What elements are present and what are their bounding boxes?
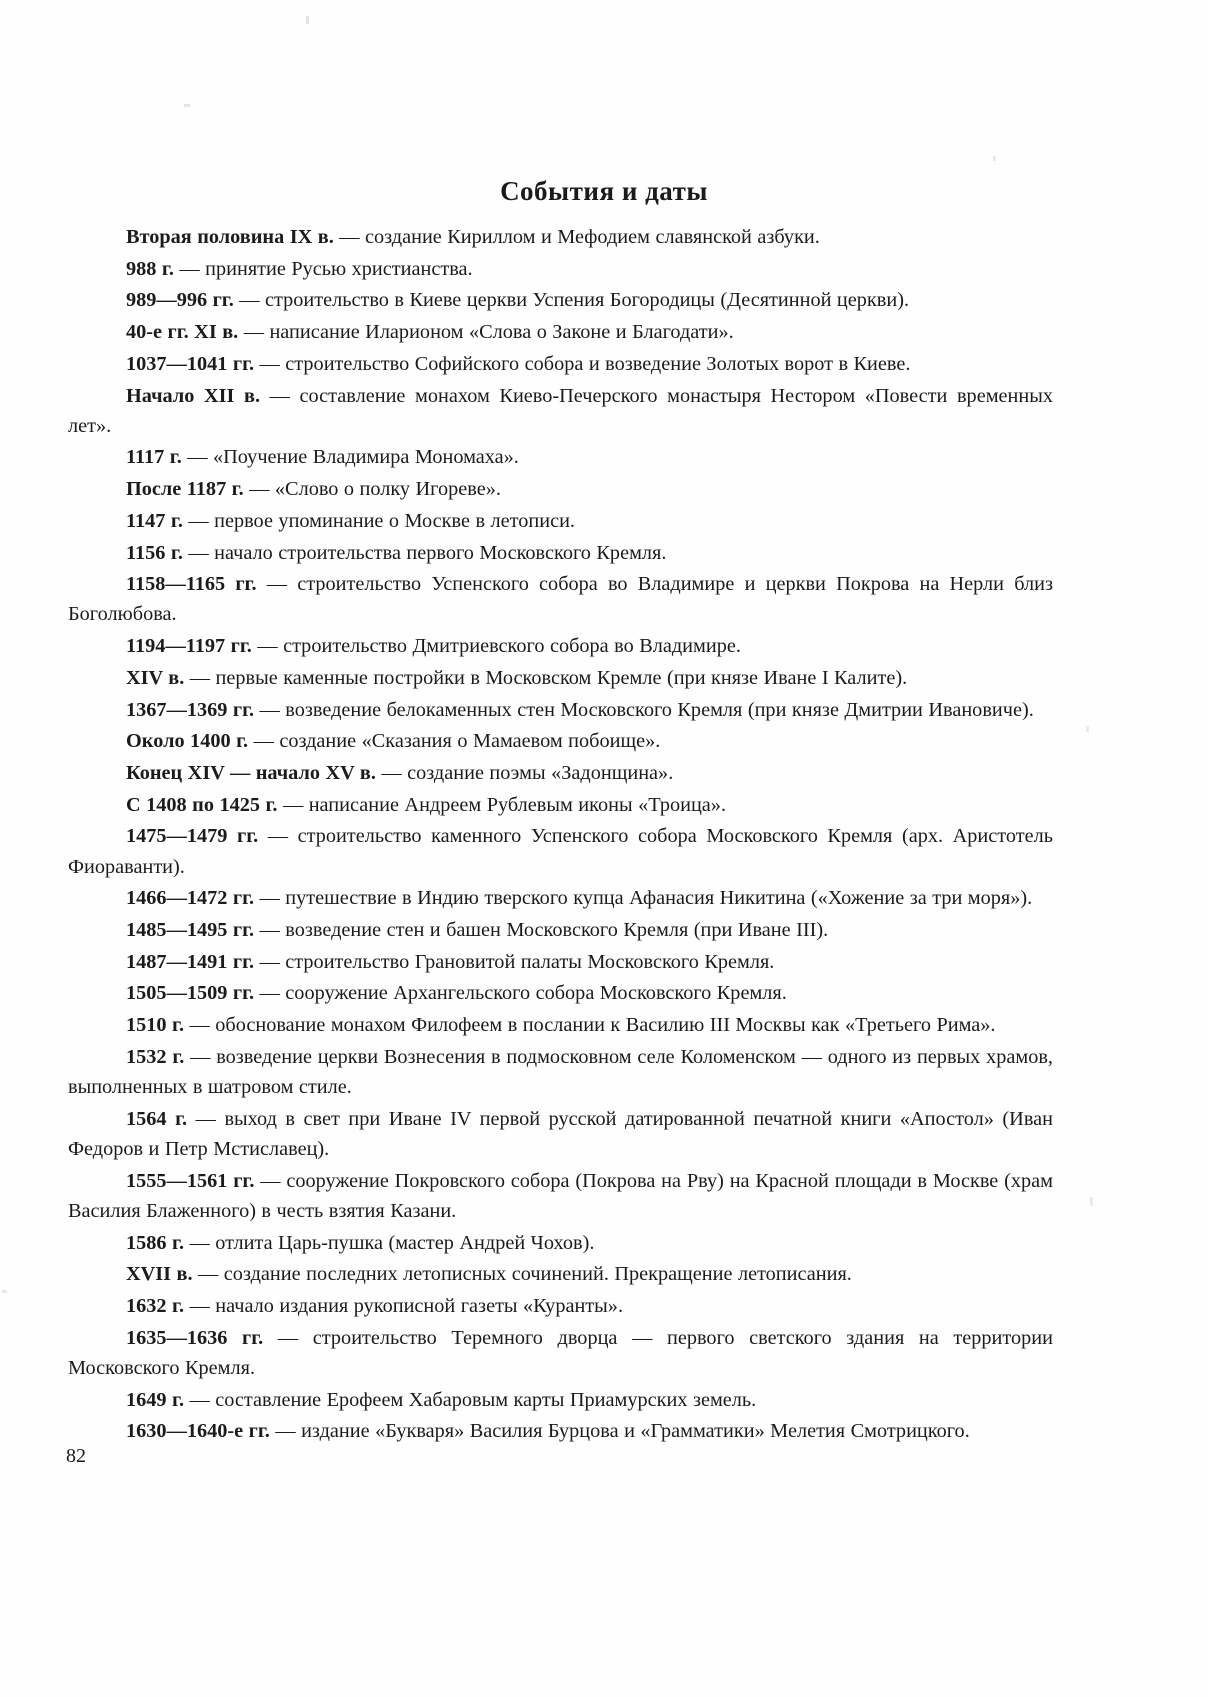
entry-description: — сооружение Архангельского собора Московского Кремля.: [254, 982, 787, 1005]
entry-description: — отлита Царь-пушка (мастер Андрей Чохов).: [184, 1231, 595, 1254]
entry-date-label: Конец XIV — начало XV в.: [126, 761, 376, 784]
entry-description: — составление Ерофеем Хабаровым карты Приамурских земель.: [184, 1388, 757, 1411]
list-item: [68, 254, 1053, 284]
entry-date-label: 989—996 гг.: [126, 289, 234, 312]
list-item: [68, 790, 1053, 820]
entry-date-label: 1635—1636 гг.: [126, 1326, 264, 1349]
list-item: [68, 1416, 1053, 1446]
entry-description: — создание «Сказания о Мамаевом побоище».: [248, 730, 661, 753]
entry-description: — обоснование монахом Филофеем в послании к Василию III Москвы как «Третьего Рима».: [184, 1014, 996, 1037]
list-item: [68, 506, 1053, 536]
list-item: [68, 349, 1053, 379]
list-item: [68, 758, 1053, 788]
entry-date-label: 1487—1491 гг.: [126, 950, 255, 973]
list-item: [68, 285, 1053, 315]
list-item: [68, 474, 1053, 504]
entry-description: — начало строительства первого Московского Кремля.: [182, 541, 667, 564]
list-item: [68, 1385, 1053, 1415]
entry-date-label: 1555—1561 гг.: [126, 1169, 255, 1192]
list-item: [68, 915, 1053, 945]
entry-date-label: 1630—1640-е гг.: [126, 1420, 270, 1443]
list-item: [68, 663, 1053, 693]
list-item: [68, 442, 1053, 472]
entry-date-label: 1475—1479 гг.: [126, 825, 259, 848]
entry-description: — создание последних летописных сочинений. Прекращение летописания.: [192, 1263, 852, 1286]
entry-date-label: XIV в.: [126, 666, 185, 689]
scan-speck: [1086, 726, 1089, 732]
entry-description: — «Поучение Владимира Мономаха».: [181, 446, 519, 469]
entry-description: — возведение стен и башен Московского Кремля (при Иване III).: [254, 918, 829, 941]
entry-date-label: 1117 г.: [126, 446, 182, 469]
entry-description: — строительство Софийского собора и возведение Золотых ворот в Киеве.: [254, 352, 911, 375]
entry-description: — начало издания рукописной газеты «Куранты».: [184, 1294, 624, 1317]
entry-description: — возведение церкви Вознесения в подмосковном селе Коломенском — одного из первых храмов, выполненных в шатровом стиле.: [68, 1045, 1053, 1098]
scan-speck: [993, 156, 996, 161]
scan-speck: [184, 104, 190, 107]
list-item: [68, 883, 1053, 913]
entry-date-label: 1485—1495 гг.: [126, 918, 255, 941]
entry-description: — строительство Дмитриевского собора во Владимире.: [251, 635, 741, 658]
list-item: [68, 1228, 1053, 1258]
events-and-dates-list: [68, 222, 1053, 1448]
list-item: [68, 538, 1053, 568]
entry-date-label: XVII в.: [126, 1263, 193, 1286]
entry-date-label: 1194—1197 гг.: [126, 635, 252, 658]
page-title: События и даты: [500, 176, 708, 207]
entry-date-label: После 1187 г.: [126, 478, 244, 501]
entry-description: — путешествие в Индию тверского купца Афанасия Никитина («Хожение за три моря»).: [254, 887, 1033, 910]
list-item: [68, 317, 1053, 347]
list-item: [68, 947, 1053, 977]
entry-description: — «Слово о полку Игореве».: [243, 478, 501, 501]
list-item: [68, 1259, 1053, 1289]
entry-date-label: Вторая половина IX в.: [126, 226, 334, 248]
list-item: [68, 695, 1053, 725]
entry-description: — создание поэмы «Задонщина».: [375, 761, 674, 784]
entry-description: — создание Кириллом и Мефодием славянской азбуки.: [333, 226, 820, 248]
scan-speck: [2, 1290, 7, 1293]
entry-description: — составление монахом Киево-Печерского монастыря Нестором «Повести временных лет».: [68, 384, 1054, 437]
list-item: [68, 569, 1053, 629]
entry-description: — возведение белокаменных стен Московского Кремля (при князе Дмитрии Ивановиче).: [254, 698, 1034, 721]
entry-date-label: 1510 г.: [126, 1014, 185, 1037]
entry-date-label: 1532 г.: [126, 1045, 185, 1068]
entry-description: — первые каменные постройки в Московском Кремле (при князе Иване I Калите).: [184, 666, 908, 689]
entry-date-label: 1037—1041 гг.: [126, 352, 255, 375]
entry-description: — строительство каменного Успенского собора Московского Кремля (арх. Аристотель Фиораванти).: [68, 825, 1053, 878]
entry-description: — строительство Грановитой палаты Московского Кремля.: [254, 950, 775, 973]
entry-date-label: 1466—1472 гг.: [126, 887, 255, 910]
entry-description: — написание Иларионом «Слова о Законе и Благодати».: [238, 321, 734, 344]
entry-date-label: 40-е гг. XI в.: [126, 321, 239, 344]
list-item: [68, 978, 1053, 1008]
entry-date-label: 1367—1369 гг.: [126, 698, 255, 721]
entry-description: — выход в свет при Иване IV первой русской датированной печатной книги «Апостол» (Иван Федоров и Петр Мстиславец).: [68, 1107, 1053, 1160]
list-item: [68, 726, 1053, 756]
list-item: [68, 1166, 1053, 1226]
entry-date-label: 1649 г.: [126, 1388, 185, 1411]
list-item: [68, 1104, 1053, 1164]
list-item: [68, 1291, 1053, 1321]
entry-description: — строительство Теремного дворца — первого светского здания на территории Московского Кремля.: [68, 1326, 1053, 1379]
entry-date-label: С 1408 по 1425 г.: [126, 793, 278, 816]
entry-date-label: 1158—1165 гг.: [126, 573, 257, 596]
entry-date-label: 1147 г.: [126, 509, 183, 532]
entry-description: — первое упоминание о Москве в летописи.: [182, 509, 576, 532]
entry-date-label: 1586 г.: [126, 1231, 185, 1254]
list-item: [68, 1323, 1053, 1383]
entry-date-label: 1156 г.: [126, 541, 183, 564]
list-item: [68, 1042, 1053, 1102]
list-item: [68, 821, 1053, 881]
page-number: 82: [66, 1445, 86, 1467]
list-item: [68, 381, 1053, 441]
entry-date-label: 1505—1509 гг.: [126, 982, 255, 1005]
list-item: [68, 631, 1053, 661]
entry-date-label: Начало XII в.: [126, 384, 261, 407]
entry-date-label: 1632 г.: [126, 1294, 185, 1317]
list-item: [68, 222, 1053, 252]
entry-description: — издание «Букваря» Василия Бурцова и «Грамматики» Мелетия Смотрицкого.: [269, 1420, 970, 1443]
scan-speck: [1090, 1197, 1093, 1206]
entry-description: — принятие Русью христианства.: [173, 257, 473, 280]
scan-speck: [306, 16, 309, 24]
list-item: [68, 1010, 1053, 1040]
entry-date-label: 988 г.: [126, 257, 174, 280]
entry-description: — написание Андреем Рублевым иконы «Троица».: [277, 793, 727, 816]
entry-description: — строительство Успенского собора во Владимире и церкви Покрова на Нерли близ Боголюбова.: [68, 573, 1053, 626]
entry-description: — строительство в Киеве церкви Успения Богородицы (Десятинной церкви).: [233, 289, 910, 312]
entry-date-label: 1564 г.: [126, 1107, 188, 1130]
entry-description: — сооружение Покровского собора (Покрова на Рву) на Красной площади в Москве (храм Василия Блаженного) в честь взятия Казани.: [68, 1169, 1054, 1222]
entry-date-label: Около 1400 г.: [126, 730, 249, 753]
